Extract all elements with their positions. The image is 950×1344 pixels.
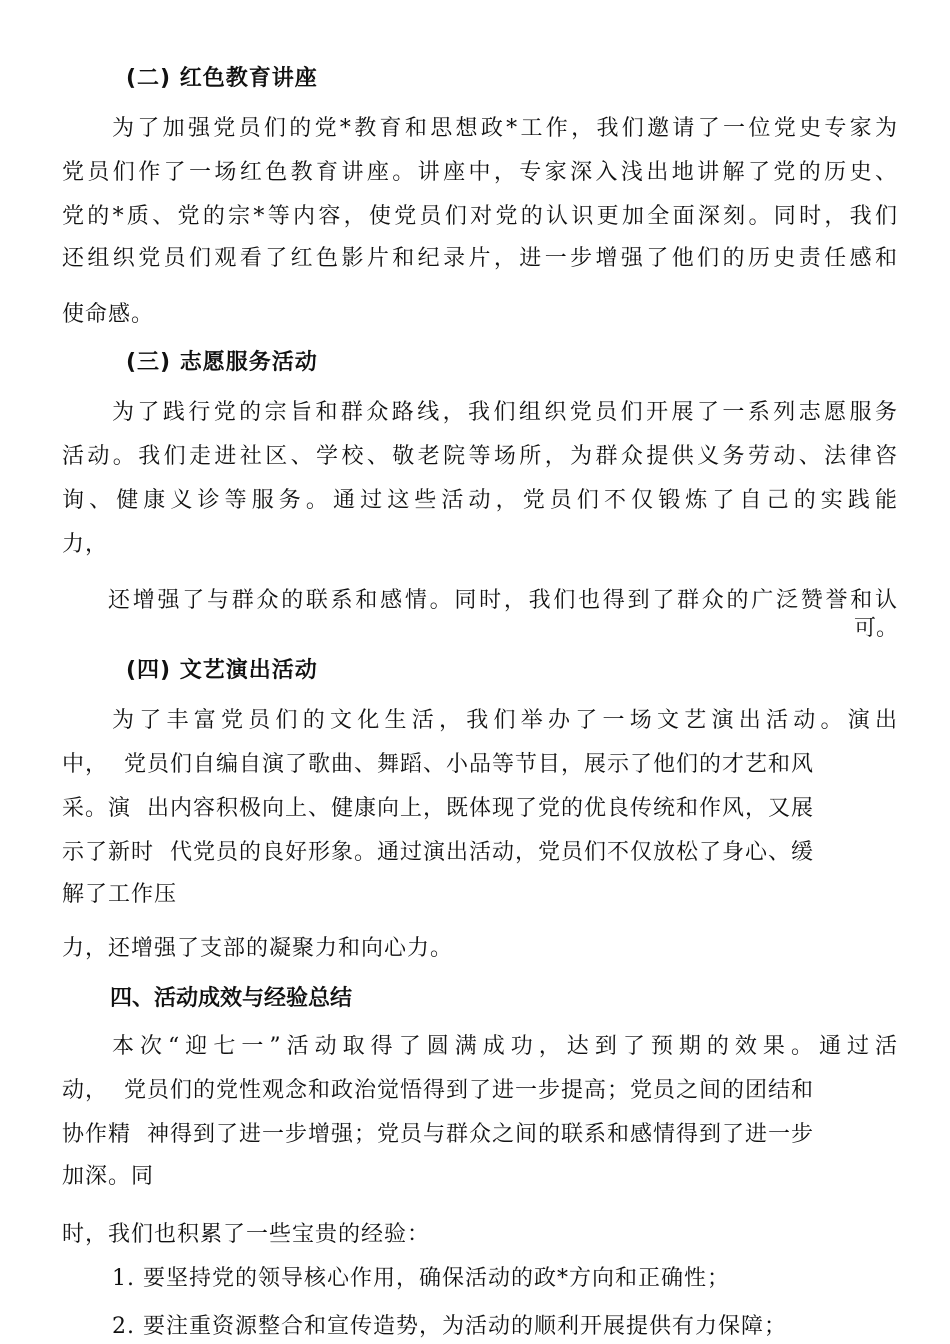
paragraph-line: 时，我们也积累了一些宝贵的经验： (62, 1222, 431, 1247)
paragraph-line: 党的*质、党的宗*等内容，使党员们对党的认识更加全面深刻。同时，我们 (62, 204, 898, 229)
list-item: 1. 要坚持党的领导核心作用，确保活动的政*方向和正确性； (112, 1266, 730, 1291)
paragraph-line: 本次“迎七一”活动取得了圆满成功，达到了预期的效果。通过活 (112, 1034, 898, 1059)
paragraph-line: 还组织党员们观看了红色影片和纪录片，进一步增强了他们的历史责任感和 (62, 246, 898, 271)
paragraph-line: 力， (62, 532, 109, 557)
paragraph-line: 动， 党员们的党性观念和政治觉悟得到了进一步提高；党员之间的团结和 (62, 1078, 814, 1103)
paragraph-line: 力，还增强了支部的凝聚力和向心力。 (62, 936, 454, 961)
section-heading-volunteer: (三) 志愿服务活动 (126, 350, 318, 375)
paragraph-line: 可。 (853, 616, 898, 641)
paragraph-line: 为了践行党的宗旨和群众路线，我们组织党员们开展了一系列志愿服务 (112, 400, 898, 425)
paragraph-line: 还增强了与群众的联系和感情。同时，我们也得到了群众的广泛赞誉和认 (108, 588, 898, 613)
part-heading-results-summary: 四、活动成效与经验总结 (110, 986, 353, 1011)
list-item: 2. 要注重资源整合和宣传造势，为活动的顺利开展提供有力保障； (112, 1314, 787, 1339)
paragraph-line: 协作精 神得到了进一步增强；党员与群众之间的联系和感情得到了进一步 (62, 1122, 814, 1147)
paragraph-line: 解了工作压 (62, 882, 178, 907)
paragraph-line: 党员们作了一场红色教育讲座。讲座中，专家深入浅出地讲解了党的历史、 (62, 160, 898, 185)
paragraph-line: 为了加强党员们的党*教育和思想政*工作，我们邀请了一位党史专家为 (112, 116, 898, 141)
paragraph-line: 示了新时 代党员的良好形象。通过演出活动，党员们不仅放松了身心、缓 (62, 840, 814, 865)
paragraph-line: 中， 党员们自编自演了歌曲、舞蹈、小品等节目，展示了他们的才艺和风 (62, 752, 814, 777)
paragraph-line: 使命感。 (62, 302, 155, 327)
paragraph-line: 加深。同 (62, 1164, 155, 1189)
paragraph-line: 询、健康义诊等服务。通过这些活动，党员们不仅锻炼了自己的实践能 (62, 488, 898, 513)
paragraph-line: 采。演 出内容积极向上、健康向上，既体现了党的优良传统和作风，又展 (62, 796, 814, 821)
paragraph-line: 为了丰富党员们的文化生活，我们举办了一场文艺演出活动。演出 (112, 708, 898, 733)
section-heading-red-education: (二) 红色教育讲座 (126, 66, 318, 91)
section-heading-performance: (四) 文艺演出活动 (126, 658, 318, 683)
paragraph-line: 活动。我们走进社区、学校、敬老院等场所，为群众提供义务劳动、法律咨 (62, 444, 898, 469)
